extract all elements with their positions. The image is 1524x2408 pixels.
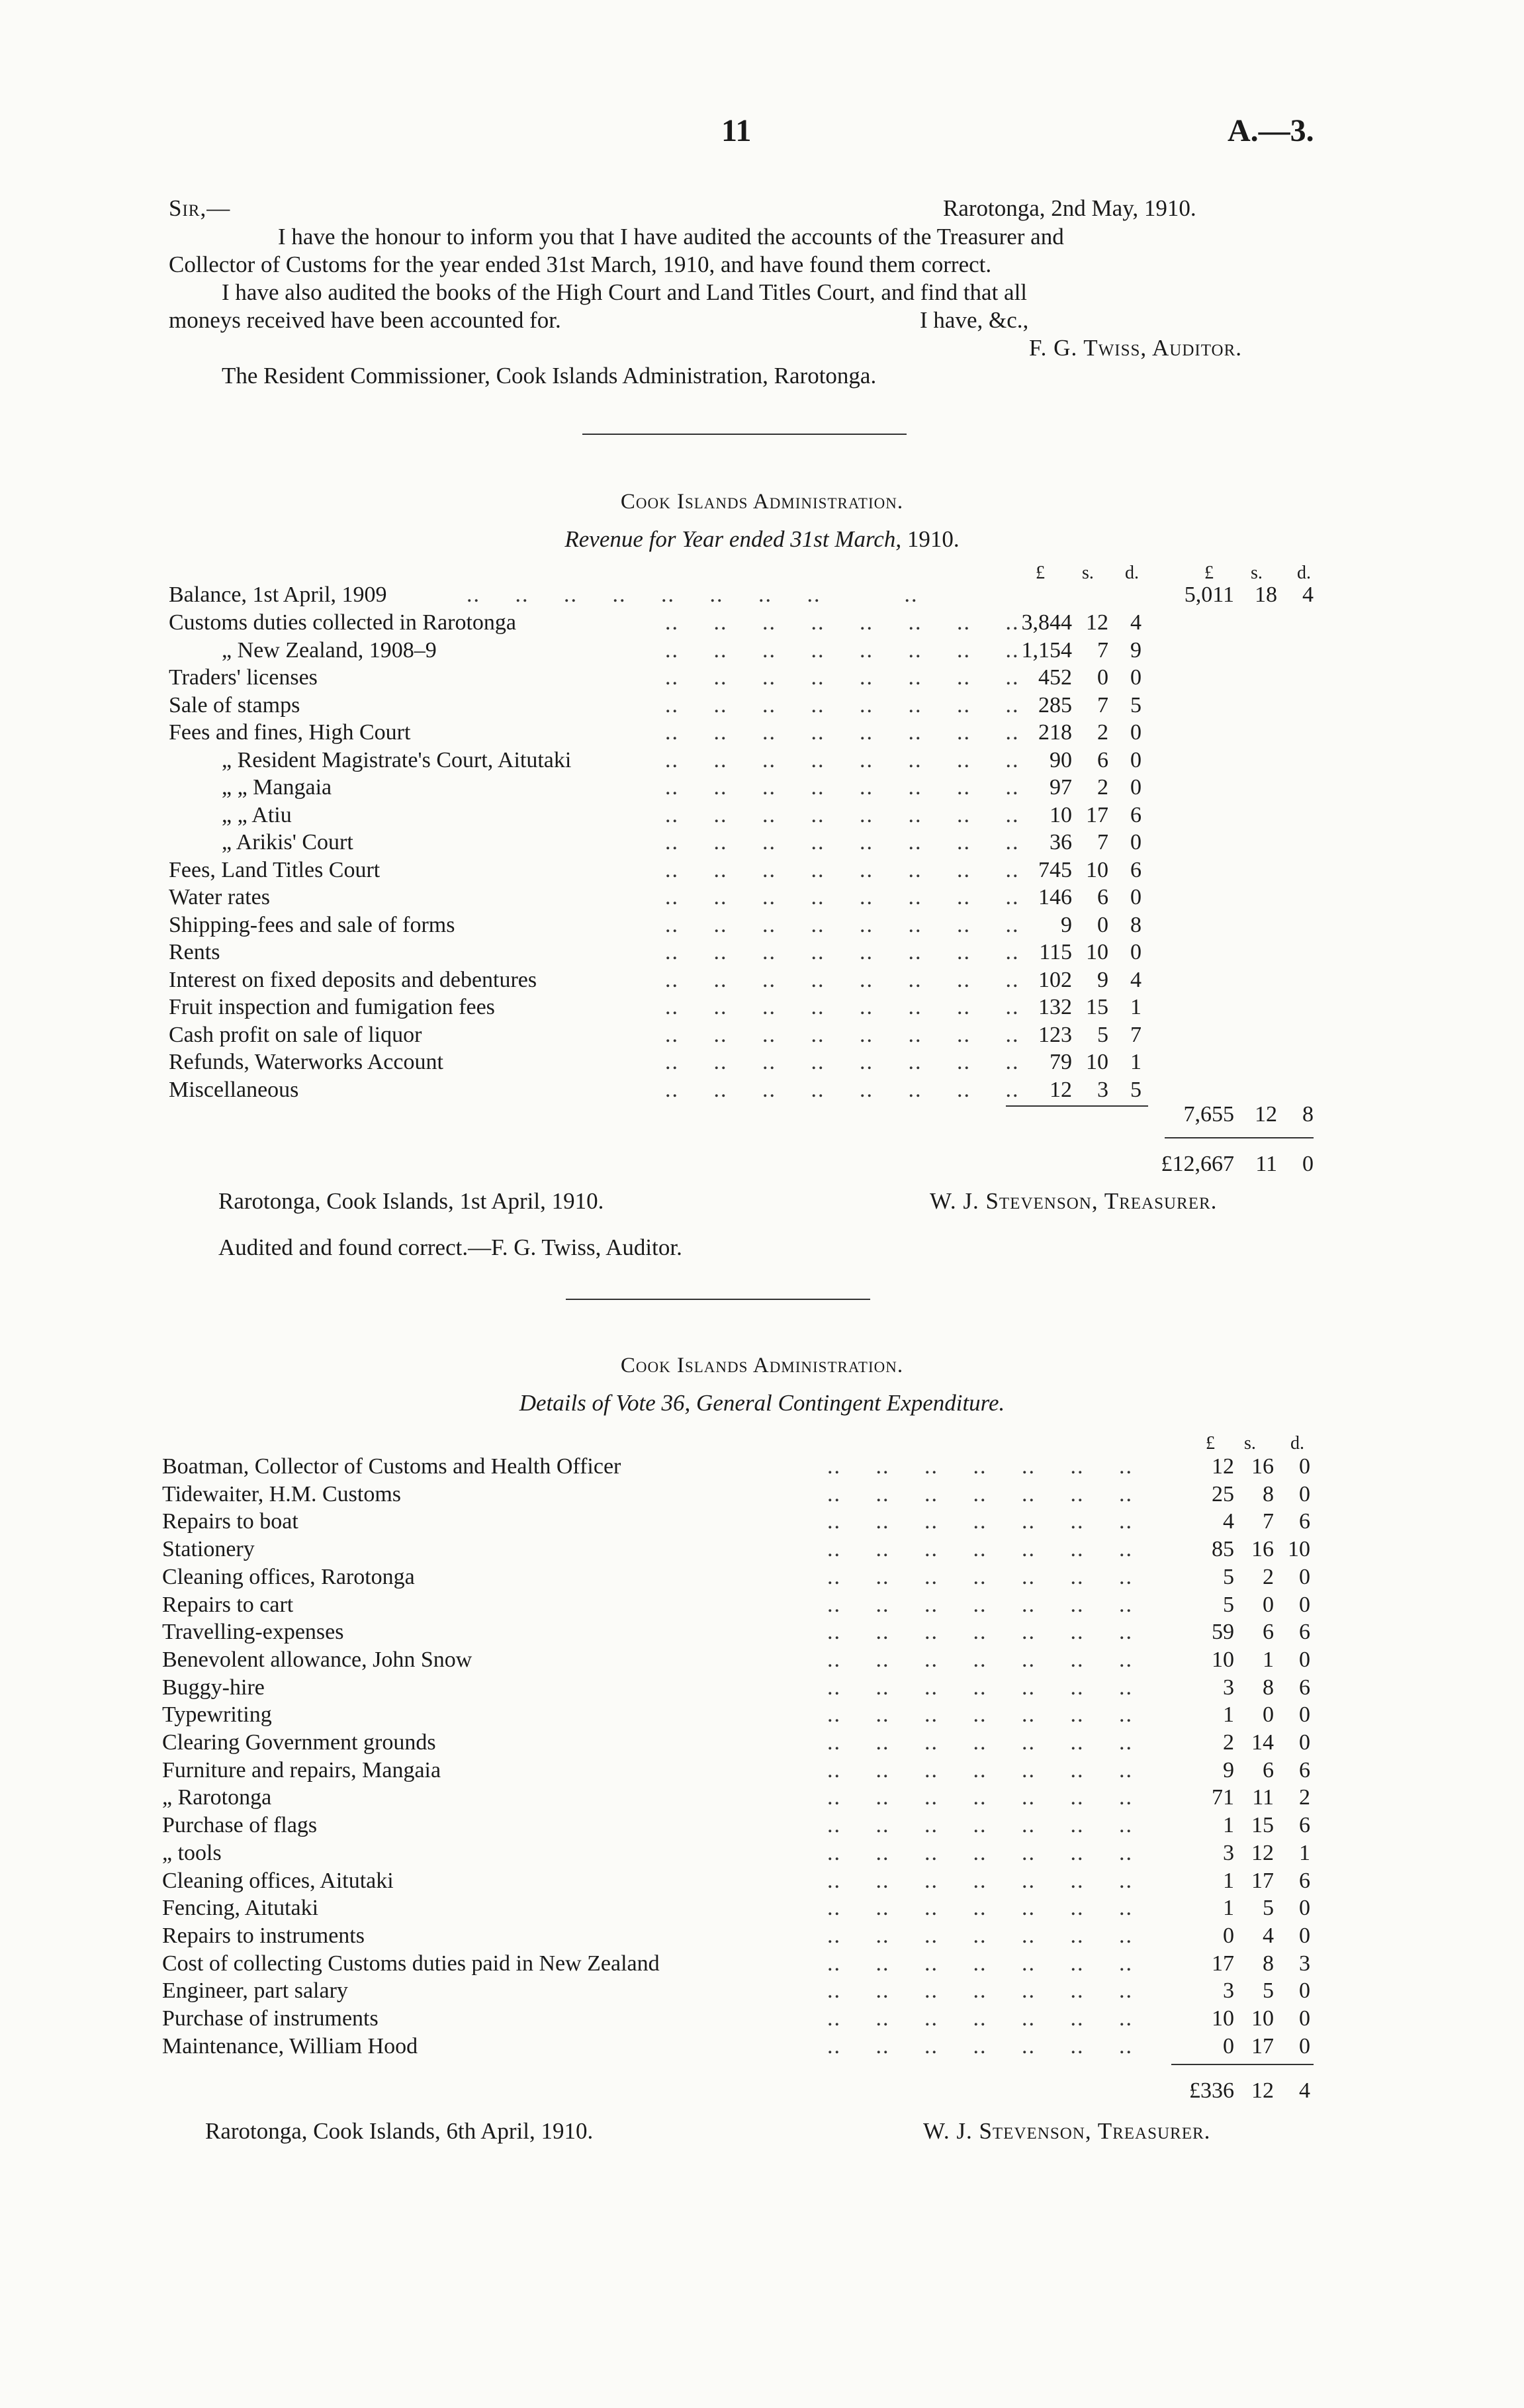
letter-closing: I have, &c., [920,307,1029,333]
expenditure-row [0,1730,1524,1757]
col-shillings-header-2: s. [1251,563,1263,583]
expenditure-row-label: Boatman, Collector of Customs and Health Officer [162,1454,621,1479]
leader-dots: .. .. .. .. .. .. .. [827,1730,1133,1755]
expenditure-row-label: Stationery [162,1537,255,1562]
revenue-row-label: Water rates [169,885,270,909]
expenditure-row-pence: 0 [1299,2006,1310,2031]
revenue-place-date: Rarotonga, Cook Islands, 1st April, 1910. [218,1188,604,1214]
letter-line-3: I have also audited the books of the High Court and Land Titles Court, and find that all [222,279,1028,305]
leader-dots: .. .. .. .. .. .. .. .. [665,830,1020,855]
expenditure-total-row [0,2078,1524,2105]
expenditure-row [0,1896,1524,1922]
expenditure-row-pounds: 71 [1212,1785,1234,1810]
revenue-row-pounds: 452 [1038,665,1072,690]
expenditure-row-pounds: 1 [1223,1813,1234,1838]
expenditure-row-label: Travelling-expenses [162,1620,344,1645]
expenditure-row-shillings: 6 [1263,1620,1274,1645]
revenue-row [0,720,1524,747]
revenue-row-shillings: 0 [1097,912,1108,937]
revenue-row-pounds: 123 [1038,1022,1072,1047]
revenue-row-shillings: 6 [1097,747,1108,772]
revenue-row-pence: 6 [1130,857,1142,882]
expenditure-row [0,1482,1524,1508]
subtotal-pence: 8 [1302,1102,1314,1127]
revenue-row-label: „ „ Mangaia [222,775,332,800]
revenue-row-pence: 0 [1130,775,1142,800]
revenue-row-pence: 0 [1130,747,1142,772]
expenditure-row-pence: 6 [1299,1813,1310,1838]
revenue-row-pence: 5 [1130,692,1142,718]
leader-dots: .. .. .. .. .. .. .. [827,1840,1133,1865]
revenue-row-label: „ Arikis' Court [222,830,353,855]
revenue-row-pounds: 90 [1050,747,1072,772]
revenue-row-shillings: 15 [1086,995,1108,1019]
page-number: 11 [721,113,752,148]
expenditure-row-shillings: 16 [1251,1537,1274,1562]
revenue-subheading [0,526,1524,553]
leader-dots: .. .. .. .. .. .. .. [827,1647,1133,1672]
expenditure-row-label: Typewriting [162,1702,272,1728]
revenue-row [0,1050,1524,1076]
revenue-row-label: Rents [169,940,220,964]
revenue-row [0,693,1524,719]
expenditure-row-shillings: 6 [1263,1757,1274,1783]
revenue-row-pence: 5 [1130,1077,1142,1102]
revenue-row-label: Traders' licenses [169,665,318,690]
expenditure-row-pounds: 10 [1212,1647,1234,1672]
revenue-row-pounds: 1,154 [1021,637,1072,663]
expenditure-row-shillings: 0 [1263,1592,1274,1617]
revenue-row-pounds: 745 [1038,857,1072,882]
expenditure-row-label: Clearing Government grounds [162,1730,436,1755]
letter-line-2: Collector of Customs for the year ended 31st March, 1910, and have found them correct. [169,252,992,277]
subtotal-pounds: 7,655 [1183,1102,1234,1127]
revenue-row [0,1078,1524,1104]
expenditure-row-pence: 6 [1299,1620,1310,1645]
col-pence-header: d. [1125,563,1139,583]
revenue-row-label: Customs duties collected in Rarotonga [169,610,517,635]
revenue-row [0,913,1524,939]
revenue-row [0,748,1524,774]
leader-dots: .. .. .. .. .. .. .. [827,1813,1133,1838]
expenditure-row-shillings: 17 [1251,2033,1274,2059]
revenue-row-pounds: 102 [1038,967,1072,992]
revenue-row-pence: 0 [1130,885,1142,909]
revenue-row [0,803,1524,829]
exp-total-pence: 4 [1299,2078,1310,2103]
expenditure-row-pounds: 59 [1212,1620,1234,1645]
expenditure-row-shillings: 11 [1252,1785,1274,1810]
leader-dots: .. .. .. .. .. .. .. [827,1675,1133,1700]
expenditure-row-pounds: 1 [1223,1868,1234,1893]
revenue-row-pence: 4 [1130,610,1142,635]
revenue-row-pounds: 36 [1050,830,1072,855]
revenue-row-label: Miscellaneous [169,1077,299,1102]
expenditure-row-shillings: 10 [1251,2006,1274,2031]
expenditure-row-label: Repairs to cart [162,1592,294,1617]
expenditure-subheading: Details of Vote 36, General Contingent Expenditure. [519,1390,1005,1416]
expenditure-row-shillings: 4 [1263,1923,1274,1948]
total-shillings: 11 [1255,1152,1277,1176]
expenditure-row-label: Tidewaiter, H.M. Customs [162,1481,402,1506]
balance-shillings: 18 [1255,582,1277,607]
leader-dots: .. .. .. .. .. .. .. [827,1757,1133,1783]
leader-dots: .. .. .. .. .. .. .. .. [665,967,1020,992]
revenue-row-shillings: 7 [1097,830,1108,855]
expenditure-row-pence: 6 [1299,1868,1310,1893]
revenue-row-shillings: 2 [1097,720,1108,745]
revenue-row-pounds: 79 [1050,1050,1072,1074]
expenditure-row [0,1537,1524,1563]
revenue-row [0,610,1524,637]
revenue-row [0,968,1524,994]
leader-dots: .. .. .. .. .. .. .. .. [665,1077,1020,1102]
expenditure-row-pence: 0 [1299,1978,1310,2004]
leader-dots: .. .. .. .. .. .. .. [827,1537,1133,1562]
letter-line-4: moneys received have been accounted for. [169,307,561,333]
leader-dots: .. .. .. .. .. .. .. .. [665,857,1020,882]
revenue-row-shillings: 10 [1086,1050,1108,1074]
expenditure-place-date: Rarotonga, Cook Islands, 6th April, 1910. [205,2118,594,2144]
leader-dots: .. .. .. .. .. .. .. [827,1978,1133,2004]
expenditure-row-pence: 0 [1299,1564,1310,1589]
revenue-row-pence: 0 [1130,830,1142,855]
revenue-subtotal-row [0,1102,1524,1129]
revenue-row-pounds: 3,844 [1021,610,1072,635]
col-pounds-header-2: £ [1204,563,1214,583]
section-divider-2 [566,1299,870,1300]
revenue-row-label: „ „ Atiu [222,802,292,827]
expenditure-row-shillings: 14 [1251,1730,1274,1755]
leader-dots: .. .. .. .. .. .. .. [827,1868,1133,1893]
expenditure-row-pence: 0 [1299,1923,1310,1948]
expenditure-row [0,1951,1524,1978]
expenditure-row-shillings: 2 [1263,1564,1274,1589]
leader-dots: .. .. .. .. .. .. .. .. [665,912,1020,937]
expenditure-row-pounds: 0 [1223,1923,1234,1948]
revenue-row [0,638,1524,665]
salutation: Sir,— [169,195,231,221]
expenditure-row [0,1785,1524,1812]
expenditure-row-shillings: 8 [1263,1481,1274,1506]
expenditure-row-pence: 1 [1299,1840,1310,1865]
revenue-row-pence: 1 [1130,1050,1142,1074]
expenditure-row-pence: 0 [1299,1702,1310,1728]
revenue-row-pounds: 97 [1050,775,1072,800]
revenue-row-pounds: 146 [1038,885,1072,909]
leader-dots: .. .. .. .. .. .. .. .. [665,665,1020,690]
expenditure-row [0,2034,1524,2061]
expenditure-row-pounds: 17 [1212,1951,1234,1976]
expenditure-row-label: „ tools [162,1840,222,1865]
expenditure-row-pence: 6 [1299,1757,1310,1783]
expenditure-row-shillings: 5 [1263,1978,1274,2004]
expenditure-row [0,1758,1524,1784]
revenue-treasurer: W. J. Stevenson, Treasurer. [930,1188,1218,1214]
revenue-row-shillings: 12 [1086,610,1108,635]
revenue-row-label: Fruit inspection and fumigation fees [169,995,495,1019]
expenditure-row-label: Purchase of instruments [162,2006,379,2031]
leader-dots: .. .. .. .. .. .. .. .. [665,610,1020,635]
revenue-row [0,665,1524,692]
expenditure-row-label: Cost of collecting Customs duties paid in New Zealand [162,1951,660,1976]
expenditure-row-label: Repairs to boat [162,1509,298,1534]
expenditure-row-shillings: 0 [1263,1702,1274,1728]
balance-pounds: 5,011 [1184,582,1234,607]
revenue-row [0,775,1524,802]
expenditure-row [0,2006,1524,2033]
expenditure-row-pounds: 0 [1223,2033,1234,2059]
expenditure-row-shillings: 1 [1263,1647,1274,1672]
revenue-row-pounds: 12 [1050,1077,1072,1102]
expenditure-row-pounds: 4 [1223,1509,1234,1534]
leader-dots: .. .. .. .. .. .. .. [827,1592,1133,1617]
expenditure-row-label: Purchase of flags [162,1813,318,1838]
expenditure-row-pence: 0 [1299,1647,1310,1672]
revenue-row-label: Fees, Land Titles Court [169,857,381,882]
expenditure-row-shillings: 7 [1263,1509,1274,1534]
leader-dots: .. .. .. .. .. .. .. .. [665,940,1020,964]
balance-pence: 4 [1302,582,1314,607]
expenditure-row-pounds: 25 [1212,1481,1234,1506]
revenue-row-label: Sale of stamps [169,692,300,718]
expenditure-row [0,1841,1524,1867]
expenditure-row-pence: 0 [1299,2033,1310,2059]
expenditure-row-pounds: 9 [1223,1757,1234,1783]
total-pence: 0 [1302,1152,1314,1176]
exp-col-pence-header: d. [1290,1433,1304,1454]
expenditure-row [0,1565,1524,1591]
leader-dots: .. .. .. .. .. .. .. .. [665,692,1020,718]
document-reference: A.—3. [1228,113,1314,148]
col-pounds-header: £ [1036,563,1045,583]
expenditure-row-pounds: 3 [1223,1675,1234,1700]
expenditure-row-shillings: 8 [1263,1951,1274,1976]
revenue-row-shillings: 3 [1097,1077,1108,1102]
revenue-row-pence: 4 [1130,967,1142,992]
revenue-audited: Audited and found correct.—F. G. Twiss, Auditor. [218,1234,682,1260]
expenditure-row [0,1978,1524,2005]
leader-dots: .. .. .. .. .. .. .. [827,1702,1133,1728]
revenue-row-shillings: 0 [1097,665,1108,690]
leader-dots: .. .. .. .. .. .. .. .. [665,885,1020,909]
revenue-row-label: „ Resident Magistrate's Court, Aitutaki [222,747,572,772]
revenue-row-label: Shipping-fees and sale of forms [169,912,455,937]
letter-addressee: The Resident Commissioner, Cook Islands Administration, Rarotonga. [222,363,877,389]
leader-dots: .. .. .. .. .. .. .. .. [665,637,1020,663]
expenditure-row-label: Buggy-hire [162,1675,265,1700]
expenditure-row-pence: 10 [1288,1537,1310,1562]
leader-dots: .. .. .. .. .. .. .. .. [665,1050,1020,1074]
leader-dots: .. .. .. .. .. .. .. [827,1564,1133,1589]
letter-place-date: Rarotonga, 2nd May, 1910. [943,195,1196,221]
revenue-row-pounds: 115 [1039,940,1072,964]
letter-signature: F. G. Twiss, Auditor. [1029,335,1242,361]
expenditure-row [0,1620,1524,1646]
leader-dots: .. .. .. .. .. .. .. .. [665,747,1020,772]
revenue-row-shillings: 17 [1086,802,1108,827]
expenditure-row-pounds: 2 [1223,1730,1234,1755]
revenue-row-pence: 9 [1130,637,1142,663]
revenue-heading: Cook Islands Administration. [620,490,904,514]
revenue-subheading-text: Revenue for Year ended 31st March, [564,526,902,552]
expenditure-row [0,1593,1524,1619]
expenditure-row-pence: 3 [1299,1951,1310,1976]
expenditure-row-pounds: 5 [1223,1564,1234,1589]
revenue-row-shillings: 2 [1097,775,1108,800]
leader-dots: .. .. .. .. .. .. .. .. [665,720,1020,745]
leader-dots: .. .. .. .. .. .. .. [827,1896,1133,1921]
revenue-balance-row [0,582,1524,609]
revenue-row-label: Refunds, Waterworks Account [169,1050,443,1074]
revenue-row-pence: 7 [1130,1022,1142,1047]
leader-dots: .. .. .. .. .. .. .. [827,1923,1133,1948]
letter-line-1: I have the honour to inform you that I have audited the accounts of the Treasurer and [278,224,1064,250]
expenditure-row-shillings: 15 [1251,1813,1274,1838]
revenue-row-pounds: 132 [1038,995,1072,1019]
expenditure-row-pounds: 5 [1223,1592,1234,1617]
revenue-row-pounds: 10 [1050,802,1072,827]
expenditure-row-label: Fencing, Aitutaki [162,1896,319,1921]
expenditure-row [0,1813,1524,1839]
expenditure-row [0,1923,1524,1950]
revenue-row-pence: 1 [1130,995,1142,1019]
revenue-row-label: Interest on fixed deposits and debentures [169,967,537,992]
expenditure-row-label: Benevolent allowance, John Snow [162,1647,472,1672]
revenue-row-pence: 0 [1130,720,1142,745]
leader-dots: .. .. .. .. .. .. .. [827,1951,1133,1976]
revenue-row-pounds: 218 [1038,720,1072,745]
leader-dots: .. .. .. .. .. .. .. [827,1620,1133,1645]
expenditure-row-pence: 0 [1299,1896,1310,1921]
expenditure-row-shillings: 17 [1251,1868,1274,1893]
expenditure-row [0,1869,1524,1895]
expenditure-row-label: „ Rarotonga [162,1785,272,1810]
expenditure-row-label: Maintenance, William Hood [162,2033,418,2059]
revenue-row-pence: 6 [1130,802,1142,827]
total-pounds: £12,667 [1161,1152,1234,1176]
revenue-row [0,940,1524,966]
expenditure-row-shillings: 8 [1263,1675,1274,1700]
leader-dots: .. .. .. .. .. .. .. .. [665,1022,1020,1047]
total-rule [1165,1137,1314,1138]
expenditure-row-pounds: 12 [1212,1454,1234,1479]
revenue-row-label: „ New Zealand, 1908–9 [222,637,437,663]
revenue-row [0,885,1524,911]
expenditure-row-pence: 2 [1299,1785,1310,1810]
leader-dots: .. .. .. .. .. .. .. .. [665,775,1020,800]
expenditure-row [0,1647,1524,1674]
revenue-subheading-year: 1910. [907,526,960,552]
expenditure-row-pence: 0 [1299,1454,1310,1479]
expenditure-row [0,1509,1524,1536]
expenditure-row-pounds: 1 [1223,1702,1234,1728]
expenditure-row-pence: 0 [1299,1730,1310,1755]
leader-dots: .. .. .. .. .. .. .. [827,2033,1133,2059]
revenue-row-shillings: 10 [1086,940,1108,964]
leader-dots: .. .. .. .. .. .. .. [827,2006,1133,2031]
expenditure-heading: Cook Islands Administration. [620,1354,904,1377]
exp-total-shillings: 12 [1251,2078,1274,2103]
section-divider [582,434,907,435]
revenue-row-pence: 8 [1130,912,1142,937]
expenditure-row-pence: 0 [1299,1592,1310,1617]
expenditure-row-shillings: 16 [1251,1454,1274,1479]
leader-dots: .. .. .. .. .. .. .. [827,1481,1133,1506]
revenue-total-row [0,1152,1524,1178]
exp-total-pounds: £336 [1189,2078,1234,2103]
revenue-row-pounds: 285 [1038,692,1072,718]
revenue-row-shillings: 5 [1097,1022,1108,1047]
leader-dots: .. .. .. .. .. .. .. [827,1509,1133,1534]
balance-label: Balance, 1st April, 1909 [169,582,387,607]
expenditure-row-label: Repairs to instruments [162,1923,365,1948]
expenditure-row [0,1675,1524,1702]
revenue-row-pounds: 9 [1061,912,1072,937]
expenditure-row-label: Engineer, part salary [162,1978,348,2004]
revenue-row-pence: 0 [1130,940,1142,964]
expenditure-row-pounds: 85 [1212,1537,1234,1562]
expenditure-row-label: Furniture and repairs, Mangaia [162,1757,441,1783]
revenue-row-pence: 0 [1130,665,1142,690]
revenue-row [0,995,1524,1021]
expenditure-treasurer: W. J. Stevenson, Treasurer. [923,2118,1211,2144]
expenditure-row-shillings: 12 [1251,1840,1274,1865]
leader-dots: .. .. .. .. .. .. .. .. .. [467,582,919,607]
expenditure-row-pence: 0 [1299,1481,1310,1506]
exp-col-pounds-header: £ [1206,1433,1215,1454]
revenue-row [0,830,1524,857]
revenue-row-shillings: 7 [1097,692,1108,718]
col-pence-header-2: d. [1297,563,1311,583]
leader-dots: .. .. .. .. .. .. .. [827,1454,1133,1479]
revenue-row [0,1023,1524,1049]
expenditure-row [0,1454,1524,1481]
expenditure-row-pounds: 3 [1223,1978,1234,2004]
expenditure-row-pounds: 10 [1212,2006,1234,2031]
col-shillings-header: s. [1082,563,1094,583]
leader-dots: .. .. .. .. .. .. .. .. [665,995,1020,1019]
expenditure-row-pence: 6 [1299,1509,1310,1534]
expenditure-row-shillings: 5 [1263,1896,1274,1921]
revenue-row [0,858,1524,884]
expenditure-row-pounds: 1 [1223,1896,1234,1921]
expenditure-row [0,1702,1524,1729]
revenue-row-shillings: 7 [1097,637,1108,663]
revenue-row-shillings: 9 [1097,967,1108,992]
exp-total-rule [1171,2064,1314,2065]
expenditure-row-pence: 6 [1299,1675,1310,1700]
revenue-row-shillings: 6 [1097,885,1108,909]
leader-dots: .. .. .. .. .. .. .. [827,1785,1133,1810]
revenue-row-label: Cash profit on sale of liquor [169,1022,422,1047]
subtotal-shillings: 12 [1255,1102,1277,1127]
expenditure-row-label: Cleaning offices, Aitutaki [162,1868,394,1893]
exp-col-shillings-header: s. [1244,1433,1256,1454]
expenditure-row-label: Cleaning offices, Rarotonga [162,1564,415,1589]
leader-dots: .. .. .. .. .. .. .. .. [665,802,1020,827]
revenue-row-label: Fees and fines, High Court [169,720,411,745]
expenditure-row-pounds: 3 [1223,1840,1234,1865]
revenue-row-shillings: 10 [1086,857,1108,882]
